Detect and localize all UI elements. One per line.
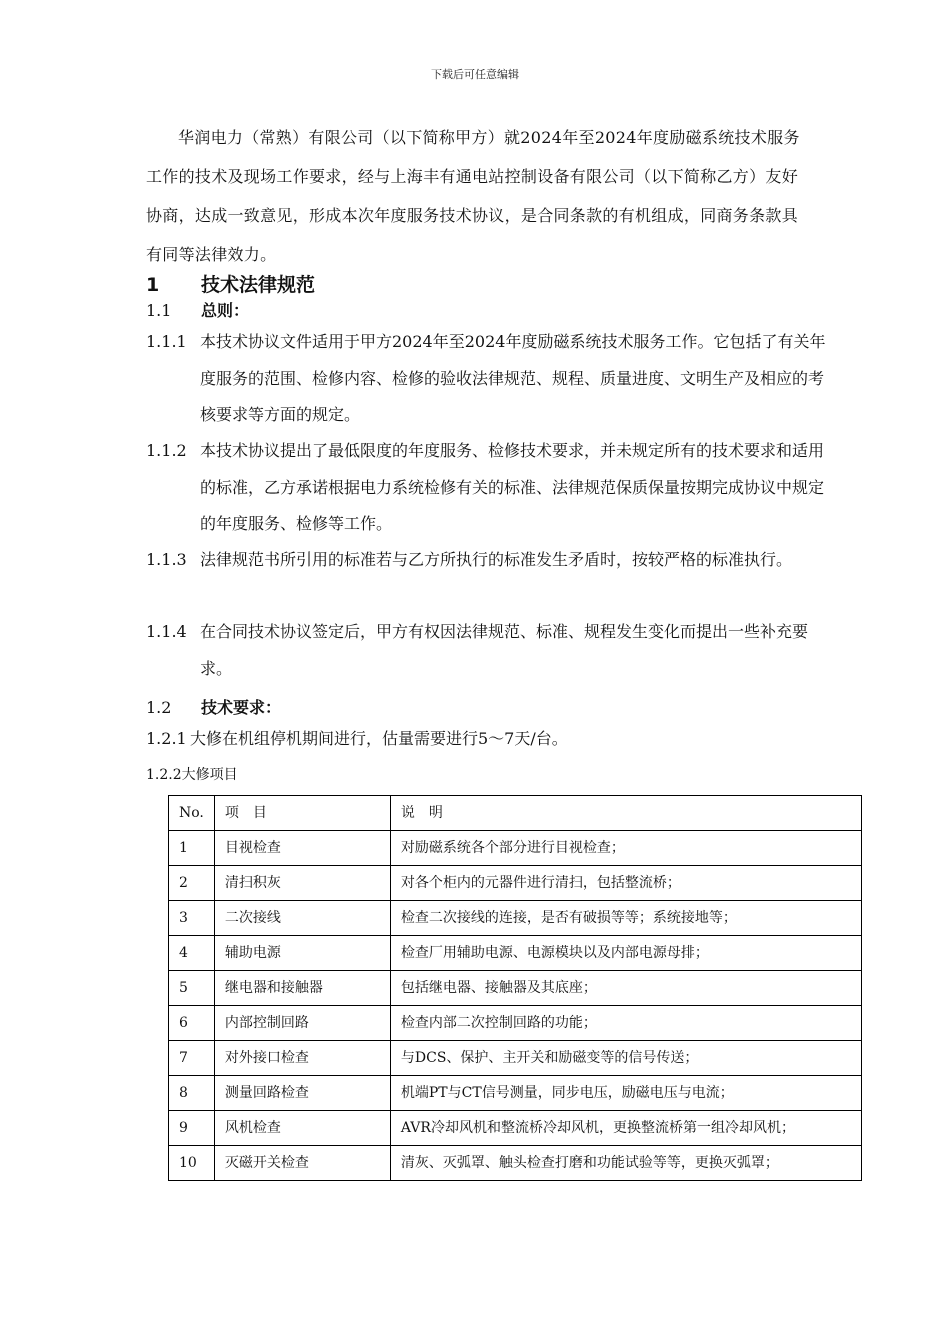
clause-text: 本技术协议文件适用于甲方2024年至2024年度励磁系统技术服务工作。它包括了有关年度服务的范围、检修内容、检修的验收法律规范、规程、质量进度、文明生产及相应的考核要求等方面的规定。 (200, 332, 826, 424)
section-1-2-heading (146, 695, 281, 718)
row-item: 辅助电源 (214, 936, 390, 971)
row-item: 灭磁开关检查 (214, 1146, 390, 1181)
row-item: 测量回路检查 (214, 1076, 390, 1111)
row-description: 检查厂用辅助电源、电源模块以及内部电源母排； (390, 936, 861, 971)
clause-number: 1.2.1 (146, 729, 187, 748)
table-row (169, 1041, 862, 1076)
row-description: 对励磁系统各个部分进行目视检查； (390, 831, 861, 866)
clause-number: 1.1.2 (146, 441, 187, 460)
table-header-row (169, 796, 862, 831)
row-item: 清扫积灰 (214, 866, 390, 901)
section-title: 技术法律规范 (201, 274, 316, 296)
row-no: 5 (169, 971, 215, 1006)
row-no: 10 (169, 1146, 215, 1181)
table-row (169, 1111, 862, 1146)
clause-1-1-4 (146, 614, 826, 687)
row-item: 继电器和接触器 (214, 971, 390, 1006)
section-1-heading (146, 270, 315, 297)
table-row (169, 831, 862, 866)
section-number: 1.1 (146, 301, 172, 320)
table-row (169, 1146, 862, 1181)
row-no: 4 (169, 936, 215, 971)
row-item: 内部控制回路 (214, 1006, 390, 1041)
clause-number: 1.1.4 (146, 622, 187, 641)
section-1-1-heading (146, 298, 249, 321)
header-description: 说 明 (390, 796, 861, 831)
clause-1-1-3 (146, 542, 826, 579)
header-item: 项 目 (214, 796, 390, 831)
table-row (169, 936, 862, 971)
section-title: 技术要求： (201, 698, 282, 717)
clause-text: 大修项目 (181, 767, 238, 783)
row-no: 7 (169, 1041, 215, 1076)
row-no: 2 (169, 866, 215, 901)
row-description: AVR冷却风机和整流桥冷却风机，更换整流桥第一组冷却风机； (390, 1111, 861, 1146)
clause-1-2-2 (146, 764, 238, 784)
clause-1-1-1 (146, 324, 826, 434)
table-row (169, 901, 862, 936)
row-no: 6 (169, 1006, 215, 1041)
section-number: 1 (146, 274, 160, 296)
table-row (169, 971, 862, 1006)
intro-text: 华润电力（常熟）有限公司（以下简称甲方）就2024年至2024年度励磁系统技术服务工作的技术及现场工作要求，经与上海丰有通电站控制设备有限公司（以下简称乙方）友好协商，达成一致意见，形成本次年度服务技术协议，是合同条款的有机组成，同商务条款具有同等法律效力。 (146, 128, 800, 264)
row-no: 1 (169, 831, 215, 866)
row-description: 对各个柜内的元器件进行清扫，包括整流桥； (390, 866, 861, 901)
row-item: 目视检查 (214, 831, 390, 866)
row-no: 3 (169, 901, 215, 936)
clause-number: 1.1.1 (146, 332, 187, 351)
header-no: No. (169, 796, 215, 831)
clause-number: 1.2.2 (146, 767, 182, 783)
row-description: 包括继电器、接触器及其底座； (390, 971, 861, 1006)
clause-1-2-1 (146, 721, 826, 758)
row-description: 检查内部二次控制回路的功能； (390, 1006, 861, 1041)
clause-text: 大修在机组停机期间进行，估量需要进行5～7天/台。 (190, 729, 568, 748)
row-description: 清灰、灭弧罩、触头检查打磨和功能试验等等，更换灭弧罩； (390, 1146, 861, 1181)
clause-text: 在合同技术协议签定后，甲方有权因法律规范、标准、规程发生变化而提出一些补充要求。 (200, 622, 809, 678)
row-description: 检查二次接线的连接，是否有破损等等；系统接地等； (390, 901, 861, 936)
table-row (169, 1076, 862, 1111)
row-description: 机端PT与CT信号测量，同步电压，励磁电压与电流； (390, 1076, 861, 1111)
row-no: 8 (169, 1076, 215, 1111)
clause-1-1-2 (146, 433, 826, 543)
row-item: 对外接口检查 (214, 1041, 390, 1076)
intro-paragraph (146, 118, 806, 274)
table-row (169, 1006, 862, 1041)
clause-number: 1.1.3 (146, 550, 187, 569)
section-title: 总则： (201, 301, 250, 320)
overhaul-items-table (168, 795, 862, 1181)
clause-text: 法律规范书所引用的标准若与乙方所执行的标准发生矛盾时，按较严格的标准执行。 (200, 550, 793, 569)
table-row (169, 866, 862, 901)
clause-text: 本技术协议提出了最低限度的年度服务、检修技术要求，并未规定所有的技术要求和适用的标准，乙方承诺根据电力系统检修有关的标准、法律规范保质保量按期完成协议中规定的年度服务、检修等工作。 (200, 441, 825, 533)
row-no: 9 (169, 1111, 215, 1146)
row-description: 与DCS、保护、主开关和励磁变等的信号传送； (390, 1041, 861, 1076)
page-header: 下载后可任意编辑 (431, 68, 519, 81)
row-item: 风机检查 (214, 1111, 390, 1146)
row-item: 二次接线 (214, 901, 390, 936)
section-number: 1.2 (146, 698, 172, 717)
